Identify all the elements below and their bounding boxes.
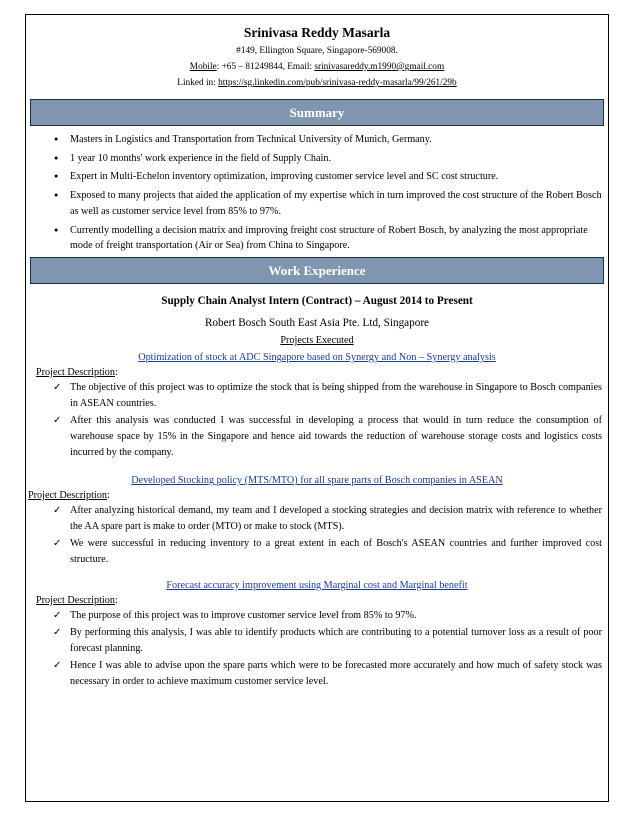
project-title: Forecast accuracy improvement using Marginal cost and Marginal benefit (166, 579, 468, 591)
summary-item: ● Currently modelling a decision matrix and improving freight cost structure of Robert Bosch, by analyzing the most appropriate mode of freight transportation (Air or Sea) from China to Singapore. (70, 223, 608, 254)
summary-banner: Summary (30, 99, 604, 126)
project-point: ✓ The purpose of this project was to improve customer service level from 85% to 97%. (70, 608, 602, 624)
linkedin-link[interactable]: https://sg.linkedin.com/pub/srinivasa-reddy-masarla/99/261/29b (218, 78, 457, 88)
project-point: ✓ After this analysis was conducted I was successful in developing a process that would in turn reduce the consumption of warehouse space by 15% in the Singapore and hence aid towards the reduction of warehouse storage costs and logistics costs incurred by the company. (70, 413, 602, 461)
projects-executed-heading: Projects Executed (280, 334, 354, 346)
job-role: Supply Chain Analyst Intern (Contract) – August 2014 to Present (161, 294, 473, 307)
summary-item: ● 1 year 10 months' work experience in the field of Supply Chain. (70, 151, 608, 167)
project-description-text: Project Description (28, 489, 107, 501)
contact-line (26, 59, 608, 75)
project-title: Developed Stocking policy (MTS/MTO) for all spare parts of Bosch companies in ASEAN (131, 474, 503, 486)
project-description-label: Project Description: (36, 594, 118, 606)
summary-item: ● Masters in Logistics and Transportation from Technical University of Munich, Germany. (70, 132, 608, 148)
project-points (26, 380, 608, 461)
project-point: ✓ By performing this analysis, I was able to identify products which are contributing to a potential turnover loss as a result of poor forecast planning. (70, 625, 602, 657)
summary-item: ● Expert in Multi-Echelon inventory optimization, improving customer service level and SC cost structure. (70, 169, 608, 185)
linkedin-label: Linked in: (177, 78, 216, 88)
summary-item: ● Exposed to many projects that aided the application of my expertise which in turn improved the cost structure of the Robert Bosch as well as customer service level from 85% to 97%. (70, 188, 608, 219)
company-name: Robert Bosch South East Asia Pte. Ltd, Singapore (204, 316, 430, 329)
candidate-name: Srinivasa Reddy Masarla (243, 25, 391, 40)
email-link[interactable]: srinivasareddy.m1990@gmail.com (314, 62, 445, 72)
project-point: ✓ After analyzing historical demand, my team and I developed a stocking strategies and decision matrix with reference to whether the AA spare part is make to order (MTO) or make to stock (MTS). (70, 503, 602, 535)
project-points (26, 503, 608, 568)
project-title: Optimization of stock at ADC Singapore based on Synergy and Non – Synergy analysis (138, 351, 496, 363)
summary-list (26, 132, 608, 254)
project-description-text: Project Description (36, 366, 115, 378)
work-experience-banner: Work Experience (30, 257, 604, 284)
project-description-text: Project Description (36, 594, 115, 606)
address: #149, Ellington Square, Singapore-569008. (236, 46, 398, 56)
project-point: ✓ We were successful in reducing inventory to a great extent in each of Bosch's ASEAN countries and further improved cost structure. (70, 536, 602, 568)
mobile-label: Mobile (189, 62, 217, 72)
linkedin-line (26, 75, 608, 91)
project-description-label: Project Description: (28, 489, 110, 501)
project-description-label: Project Description: (36, 366, 118, 378)
project-point: ✓ Hence I was able to advise upon the spare parts which were to be forecasted more accurately and how much of safety stock was necessary in order to achieve maximum customer service level. (70, 658, 602, 690)
resume-page (25, 14, 609, 802)
project-point: ✓ The objective of this project was to optimize the stock that is being shipped from the warehouse in Singapore to Bosch companies in ASEAN countries. (70, 380, 602, 412)
project-points (26, 608, 608, 690)
contact-text: : +65 – 81249844, Email: (216, 62, 315, 72)
